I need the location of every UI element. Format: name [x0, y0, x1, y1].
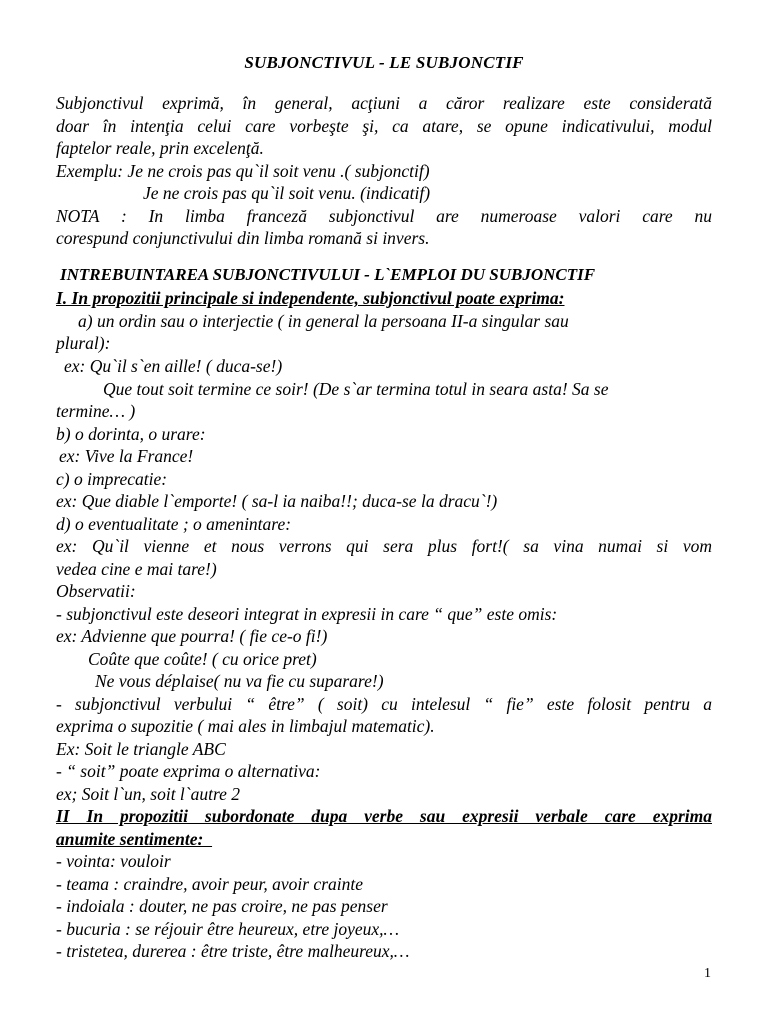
body-line: Que tout soit termine ce soir! (De s`ar termina totul in seara asta! Sa se	[103, 379, 609, 399]
body-line: ex: Qu`il s`en aille! ( duca-se!)	[64, 356, 283, 376]
body-line: ex: Vive la France!	[59, 446, 194, 466]
body-line: d) o eventualitate ; o amenintare:	[56, 514, 292, 534]
list-item: - indoiala : douter, ne pas croire, ne pas penser	[56, 896, 388, 916]
body-line: exprima o supozitie ( mai ales in limbajul matematic).	[56, 716, 435, 736]
intro-line: doar în intenţia celui care vorbeşte şi, ca atare, se opune indicativului, modul	[56, 116, 712, 136]
intro-line: Subjonctivul exprimă, în general, acţiuni a căror realizare este considerată	[56, 93, 712, 113]
body-line: plural):	[56, 333, 111, 353]
example-line: Je ne crois pas qu`il soit venu. (indicatif)	[143, 183, 431, 203]
main-heading: INTREBUINTAREA SUBJONCTIVULUI - L`EMPLOI DU SUBJONCTIF	[60, 265, 596, 284]
section-heading: I. In propozitii principale si independente, subjonctivul poate exprima:	[56, 288, 565, 308]
body-line: ex: Advienne que pourra! ( fie ce-o fi!)	[56, 626, 328, 646]
body-line: b) o dorinta, o urare:	[56, 424, 206, 444]
body-line: a) un ordin sau o interjectie ( in general la persoana II-a singular sau	[78, 311, 569, 331]
body-line: ex: Que diable l`emporte! ( sa-l ia naiba!!; duca-se la dracu`!)	[56, 491, 498, 511]
body-line: ex; Soit l`un, soit l`autre 2	[56, 784, 241, 804]
section-heading: anumite sentimente:	[56, 829, 213, 849]
body-line: Ex: Soit le triangle ABC	[56, 739, 226, 759]
note-line: corespund conjunctivului din limba romană si invers.	[56, 228, 430, 248]
page-title: SUBJONCTIVUL - LE SUBJONCTIF	[244, 53, 524, 72]
body-line: ex: Qu`il vienne et nous verrons qui sera plus fort!( sa vina numai si vom	[56, 536, 712, 556]
body-line: - “ soit” poate exprima o alternativa:	[56, 761, 321, 781]
list-item: - vointa: vouloir	[56, 851, 171, 871]
body-line: Ne vous déplaise( nu va fie cu suparare!)	[95, 671, 384, 691]
note-line: NOTA : In limba franceză subjonctivul are numeroase valori care nu	[56, 206, 712, 226]
list-item: - bucuria : se réjouir être heureux, etre joyeux,…	[56, 919, 400, 939]
example-line: Exemplu: Je ne crois pas qu`il soit venu .( subjonctif)	[56, 161, 430, 181]
section-heading: II In propozitii subordonate dupa verbe sau expresii verbale care exprima	[56, 806, 712, 826]
body-line: c) o imprecatie:	[56, 469, 168, 489]
body-line: - subjonctivul este deseori integrat in expresii in care “ que” este omis:	[56, 604, 558, 624]
intro-line: faptelor reale, prin excelenţă.	[56, 138, 264, 158]
body-line: vedea cine e mai tare!)	[56, 559, 217, 579]
list-item: - tristetea, durerea : être triste, être malheureux,…	[56, 941, 410, 961]
list-item: - teama : craindre, avoir peur, avoir crainte	[56, 874, 364, 894]
body-line: termine… )	[56, 401, 136, 421]
body-line: Observatii:	[56, 581, 136, 601]
page-number: 1	[704, 966, 711, 981]
body-line: - subjonctivul verbului “ être” ( soit) cu intelesul “ fie” este folosit pentru a	[56, 694, 712, 714]
body-line: Coûte que coûte! ( cu orice pret)	[88, 649, 317, 669]
